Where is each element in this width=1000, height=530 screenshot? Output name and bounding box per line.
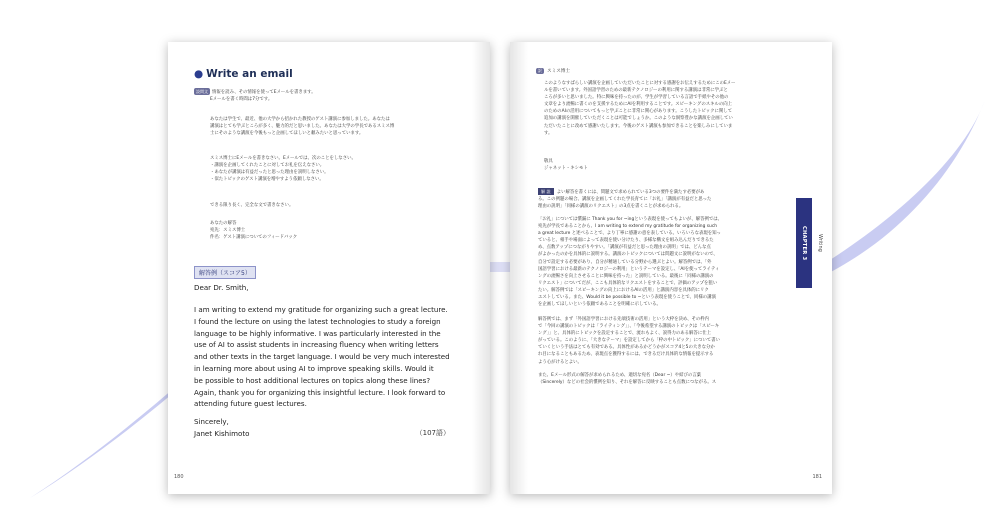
- scenario-text: あなたは学生で、最近、他の大学から招かれた教授のゲスト講演に参加しました。あなたは 講演はとても学ぶところが多く、魅力的だと思いました。あなたは大学の学長であるスミス博 士にそのような講演を今後もっと企画してほしいと頼みたいと思っています。: [210, 117, 395, 136]
- speaker-line: [536, 68, 570, 74]
- closing-instruction: できる限り長く、完全な文で書きなさい。: [210, 203, 294, 208]
- letter-body: I am writing to extend my gratitude for organizing such a great lecture. I found the lecture on using the latest technologies to study a foreign language to be highly informative. I was particularly interested in the use of AI to assist students in increasing fluency when writing letters and other texts in the target language. I would be very much interested in learning more about using AI to improve speaking skills. Would it be possible to host additional lectures on topics along these lines? Again, thank you for organizing this insightful lecture. I look forward to attending future guest lectures.: [194, 305, 450, 409]
- translation-badge: 訳: [538, 68, 542, 73]
- sign-off: Sincerely,: [194, 417, 229, 426]
- translation-signoff: 敬具 ジャネット・キシモト: [544, 159, 588, 172]
- page-number-left: 180: [174, 474, 184, 480]
- explanation-intro: 解 説 よい解答を書くには、問題文で求められている3つの要件を満たす必要があ る。この例題の場合、講演を企画してくれた学長育てに「お礼」「講演が有益だと思った 理由の説明」「同様の講演のリクエスト」の3点を書くことが求められる。: [538, 189, 712, 210]
- chapter-name: Writing: [817, 234, 823, 252]
- word-count: （107語）: [415, 429, 450, 437]
- to-line: 宛先：スミス博士: [210, 228, 246, 233]
- signature: Janet Kishimoto: [194, 429, 250, 438]
- translation-text: このようなすばらしい講演を企画していただいたことに対する感謝をお伝えするためにこのEメー ルを書いています。外国語学習のための最新テクノロジーの利用に関する講演は非常に学ぶと ころが多いと思いました。特に興味を持ったのが、学生が学習している言語で手紙やその他の 文章をより流暢に書くのを支援するためにAIを利用することです。スピーキングのスキルの向上 のためのAIの活用についてもっと学ぶことに非常に関心があります。こうしたトピックに関して 追加の講演を開催していただくことは可能でしょうか。このような洞察豊かな講演を企画してい ただいたことに改めて感謝いたします。今後のゲスト講演も参加できることを楽しみにしていま す。: [544, 81, 736, 136]
- subject-line: 件名：ゲスト講演についてのフィードバック: [210, 235, 298, 240]
- explanation-paragraph-3: 解答例では、まず「外国語学習における先端技術の活用」という大枠を決め、その枠内 で「今回の講演のトピックは「ライティング」」、「今後希望する講演のトピックは「スピーキ ング」」と、具体的にトピックを設定することで、流れもよく、説得力のある解答に仕上 がっている。このように、「大きなテーマ」を設定してから「枠の中トピック」について書い ていくという手法はとても有効である。具体性があるかどうかがスコア4と5の大きな分か れ目になることもあるため、表現点を獲得するには、できるだけ具体的な情報を提示する よう心がけるとよい。: [538, 317, 720, 365]
- answer-label: 解答例（スコア5）: [194, 266, 256, 279]
- task-line: 情報を読み、その情報を使ってEメールを書きます。: [212, 90, 316, 95]
- right-page: [510, 42, 832, 494]
- explanation-paragraph-4: また、Eメール形式の解答が求められるため、適切な宛名（Dear ~）や結びの言葉 （Sincerely）などの社会的慣例を知り、それを解答に反映することも点数につながる。ス: [538, 373, 717, 386]
- reply-form: [194, 220, 476, 241]
- right-gutter-shadow: [510, 42, 528, 494]
- explanation-badge: 解 説: [538, 188, 554, 195]
- page-number-right: 181: [812, 474, 822, 480]
- explanation-paragraph-2: 「お礼」については慣漏に Thank you for ~ingという表現を使ってもよいが、解答例では、 宛先が学長であることから、I am writing to extend my gratitude for organizing such a great lecture と述べることで、より丁寧に感謝の意を表している。いろいろな表現を知っ ていると、相手や場面によって表現を使い分けたり、多様な構文を組み込んだりできるた め、点数アップにつながりやすい。「講演が有益だと思った理由の説明」では、どんな点 がよかったのかを具体的に説明する。講演のトピックについては問題文に説明がないので、 自分で設定する必要があり、自分が精通している分野から選ぶとよい。解答例では、「外 国語学習における最新のテクノロジーの利用」というテーマを設定し、「AIを使ってライティ ングの流暢さを向上させることに興味を持った」と説明している。最後に「同様の講演の リクエスト」についてだが、ここも具体的なリクエストをすることで、評価のアップを狙い たい。解答例では「スピーキングの向上におけるAIの活用」と講演内容を具体的にリク エストしている。また、Would it be possible to ~という表現を使うことで、同様の講演 を企画してほしいという依頼であることを明確に示している。: [538, 217, 723, 308]
- left-gutter-shadow: [472, 42, 490, 494]
- task-line: Eメールを書く時間は7分です。: [210, 97, 273, 102]
- reply-header: あなたの解答: [210, 221, 237, 226]
- bullet-icon: ●: [194, 68, 204, 80]
- greeting: Dear Dr. Smith,: [194, 283, 249, 292]
- left-page: [168, 42, 490, 494]
- section-title: ● Write an email: [194, 68, 293, 80]
- speaker: スミス博士: [547, 69, 570, 74]
- chapter-tab-label: CHAPTER 3: [801, 225, 807, 261]
- instructions: スミス博士にEメールを書きなさい。Eメールでは、次のことをしなさい。 ・講演を企画してくれたことに対してお礼を伝えなさい。 ・あなたが講演は有益だったと思った理由を説明しなさい。 ・似たトピックのゲスト講演を増やすよう依頼しなさい。: [210, 156, 356, 182]
- task-badge: 設問文: [196, 89, 208, 94]
- task-intro: [194, 88, 460, 103]
